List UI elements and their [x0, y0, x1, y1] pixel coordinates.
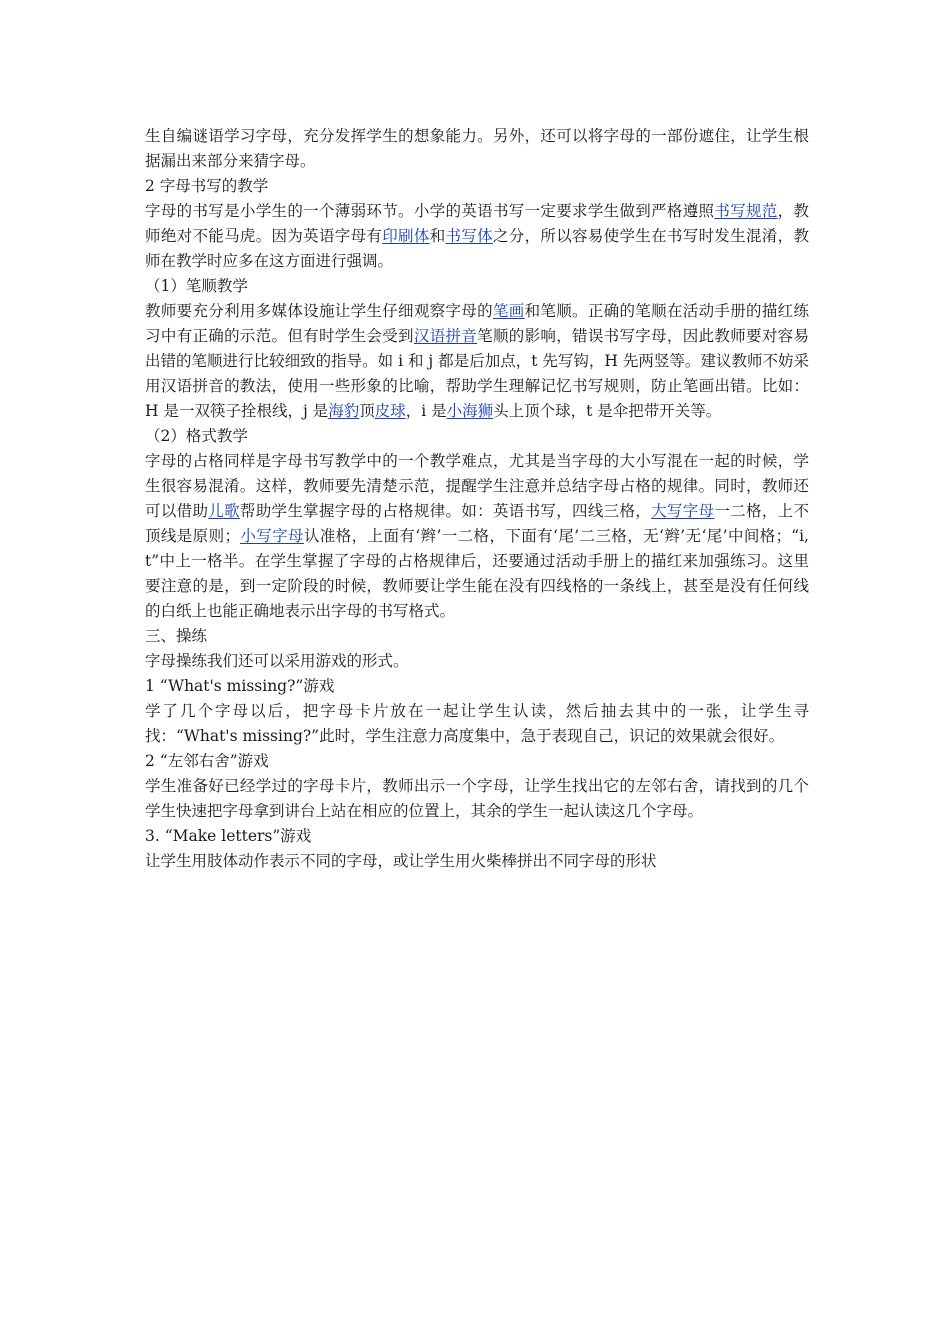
- text-run: 一二格，上不顶线是原则；: [145, 502, 809, 545]
- section-heading: [145, 824, 809, 849]
- paragraph: [145, 649, 809, 674]
- text-run: 2 字母书写的教学: [145, 177, 269, 195]
- text-run: 生自编谜语学习字母，充分发挥学生的想象能力。另外，还可以将字母的一部份遮住，让学生根据漏出来部分来猜字母。: [145, 127, 809, 170]
- paragraph: [145, 199, 809, 274]
- hyperlink[interactable]: 书写体: [445, 227, 493, 245]
- hyperlink[interactable]: 儿歌: [208, 502, 240, 520]
- text-run: 笔顺的影响，错误书写字母，因此教师要对容易出错的笔顺进行比较细致的指导。如 i 和 j 都是后加点，t 先写钩，H 先两竖等。建议教师不妨采用汉语拼音的教法，使用一些形象的比喻，帮助学生理解记忆书写规则，防止笔画出错。比如：H 是一双筷子拴根线，j 是: [145, 327, 809, 420]
- paragraph: [145, 774, 809, 824]
- text-run: 1 “What's missing?”游戏: [145, 677, 335, 695]
- section-heading: [145, 424, 809, 449]
- hyperlink[interactable]: 书写规范: [714, 202, 778, 220]
- text-run: 字母的占格同样是字母书写教学中的一个教学难点，尤其是当字母的大小写混在一起的时候，学生很容易混淆。这样，教师要先清楚示范，提醒学生注意并总结字母占格的规律。同时，教师还可以借助: [145, 452, 809, 520]
- text-run: 让学生用肢体动作表示不同的字母，或让学生用火柴棒拼出不同字母的形状: [145, 852, 657, 870]
- text-run: 和: [429, 227, 446, 245]
- text-run: （2）格式教学: [145, 427, 248, 445]
- text-run: 三、操练: [145, 627, 208, 645]
- text-run: 学生准备好已经学过的字母卡片，教师出示一个字母，让学生找出它的左邻右舍，请找到的几个学生快速把字母拿到讲台上站在相应的位置上，其余的学生一起认读这几个字母。: [145, 777, 809, 820]
- hyperlink[interactable]: 小写字母: [239, 527, 304, 545]
- text-run: 和笔顺。正确的笔顺在活动手册的描红练习中有正确的示范。但有时学生会受到: [145, 302, 809, 345]
- text-run: 认准格，上面有‘辫’一二格，下面有‘尾’二三格，无‘辫’无‘尾’中间格；“i, t”中上一格半。在学生掌握了字母的占格规律后，还要通过活动手册上的描红来加强练习。这里要注意的是，到一定阶段的时候，教师要让学生能在没有四线格的一条线上，甚至是没有任何线的白纸上也能正确地表示出字母的书写格式。: [145, 527, 809, 620]
- paragraph: [145, 449, 809, 624]
- text-run: （1）笔顺教学: [145, 277, 248, 295]
- hyperlink[interactable]: 皮球: [374, 402, 406, 420]
- section-heading: [145, 274, 809, 299]
- text-run: 头上顶个球，t 是伞把带开关等。: [493, 402, 722, 420]
- section-heading: [145, 174, 809, 199]
- text-run: ，i 是: [405, 402, 447, 420]
- text-run: 字母的书写是小学生的一个薄弱环节。小学的英语书写一定要求学生做到严格遵照: [145, 202, 715, 220]
- text-run: 教师要充分利用多媒体设施让学生仔细观察字母的: [145, 302, 493, 320]
- section-heading: [145, 674, 809, 699]
- text-run: 顶: [359, 402, 375, 420]
- text-run: 帮助学生掌握字母的占格规律。如：英语书写，四线三格，: [239, 502, 652, 520]
- text-run: 字母操练我们还可以采用游戏的形式。: [145, 652, 409, 670]
- text-run: ，教师绝对不能马虎。因为英语字母有: [145, 202, 809, 245]
- paragraph: [145, 299, 809, 424]
- hyperlink[interactable]: 汉语拼音: [413, 327, 478, 345]
- section-heading: [145, 749, 809, 774]
- text-run: 之分，所以容易使学生在书写时发生混淆，教师在教学时应多在这方面进行强调。: [145, 227, 809, 270]
- hyperlink[interactable]: 印刷体: [382, 227, 430, 245]
- document-body: [145, 124, 809, 874]
- section-heading: [145, 624, 809, 649]
- text-run: 3. “Make letters”游戏: [145, 827, 312, 845]
- paragraph: [145, 124, 809, 174]
- text-run: 学了几个字母以后，把字母卡片放在一起让学生认读，然后抽去其中的一张，让学生寻找：“What's missing?”此时，学生注意力高度集中，急于表现自己，识记的效果就会很好。: [145, 702, 809, 745]
- hyperlink[interactable]: 笔画: [492, 302, 525, 320]
- hyperlink[interactable]: 小海狮: [446, 402, 494, 420]
- hyperlink[interactable]: 海豹: [328, 402, 360, 420]
- hyperlink[interactable]: 大写字母: [651, 502, 715, 520]
- paragraph: [145, 849, 809, 874]
- text-run: 2 “左邻右舍”游戏: [145, 752, 269, 770]
- paragraph: [145, 699, 809, 749]
